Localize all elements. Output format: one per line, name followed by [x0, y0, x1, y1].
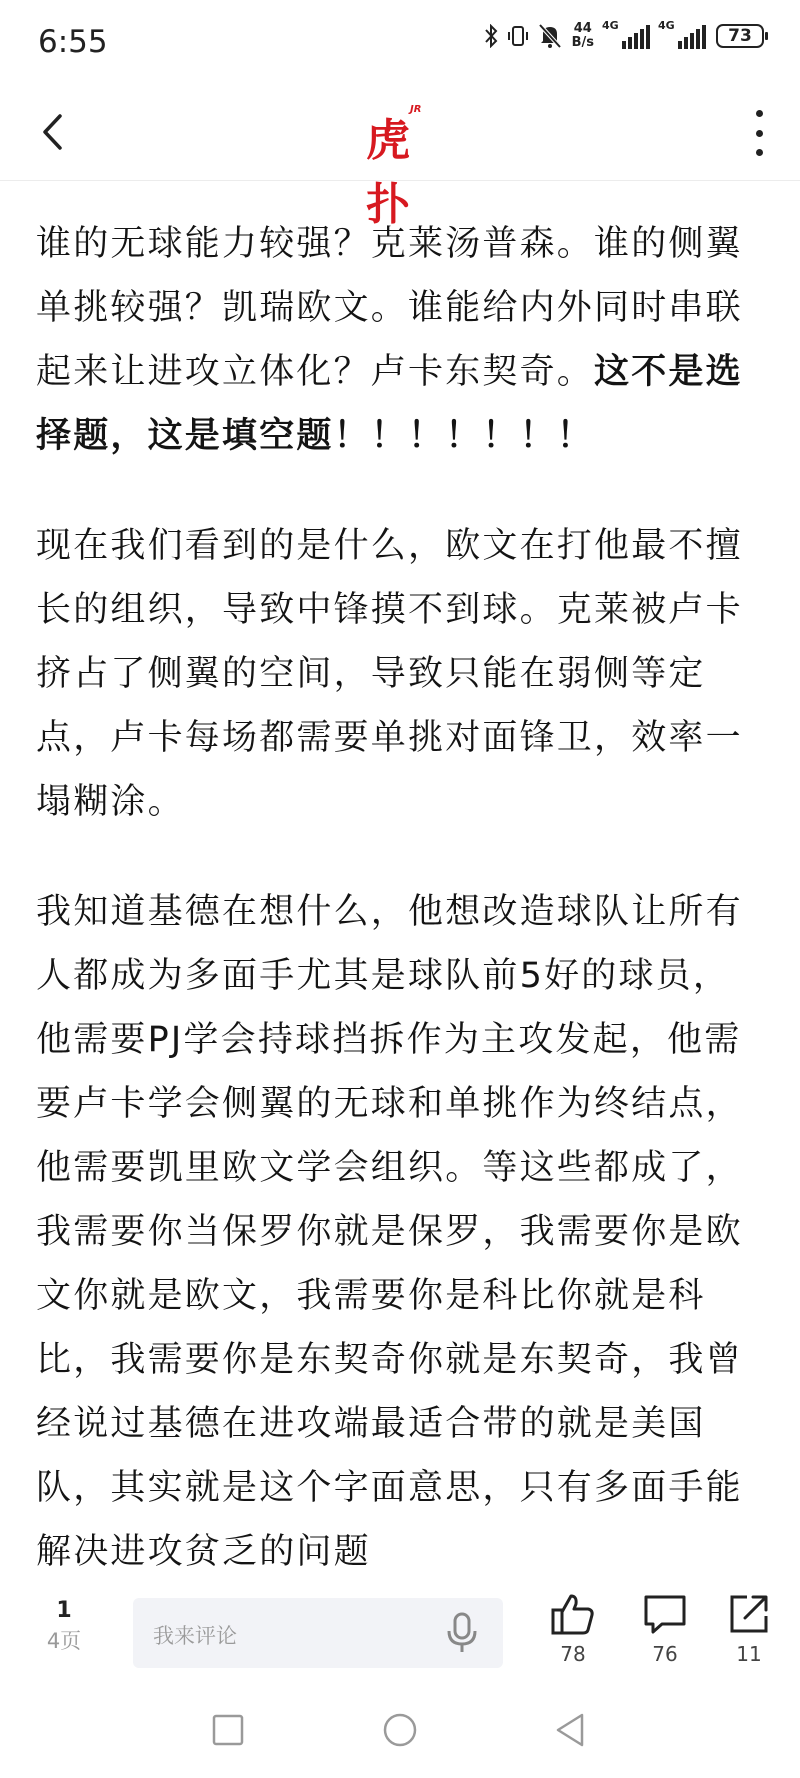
signal-icon: [602, 19, 650, 49]
mute-bell-icon: [538, 23, 562, 49]
like-button[interactable]: [538, 1592, 608, 1666]
page-total: 4页: [46, 1629, 82, 1653]
signal-label-2: 4G: [658, 19, 675, 32]
system-nav-bar: [0, 1690, 800, 1778]
page-indicator[interactable]: [34, 1598, 94, 1655]
more-dot-icon: [756, 130, 763, 137]
paragraph-bold-text: 这不是选择题，这是填空题！！！！！！！: [36, 352, 743, 456]
paragraph-text: 谁的无球能力较强？克莱汤普森。谁的侧翼单挑较强？凯瑞欧文。谁能给内外同时串联起来让进攻立体化？卢卡东契奇。: [36, 224, 743, 392]
net-speed: [572, 22, 594, 50]
logo-text: 虎扑: [366, 115, 404, 230]
status-icons: [484, 19, 764, 50]
article-body[interactable]: [36, 212, 766, 1578]
more-dot-icon: [756, 110, 763, 117]
battery-icon: [716, 24, 764, 48]
vibrate-icon: [508, 24, 528, 48]
hupu-logo: [366, 104, 436, 230]
comments-button[interactable]: [630, 1592, 700, 1666]
microphone-icon[interactable]: [443, 1611, 481, 1655]
signal-icon-2: [658, 19, 706, 49]
share-icon: [727, 1592, 771, 1636]
net-speed-value: 44: [573, 21, 592, 36]
share-button[interactable]: [714, 1592, 784, 1666]
share-count: 11: [736, 1642, 762, 1666]
thumbs-up-icon: [550, 1592, 596, 1636]
article-paragraph-1: [36, 212, 766, 468]
comment-input[interactable]: [133, 1598, 503, 1668]
more-options-button[interactable]: [744, 110, 774, 156]
comment-bubble-icon: [642, 1592, 688, 1636]
more-dot-icon: [756, 149, 763, 156]
status-bar: [0, 0, 800, 84]
chevron-left-icon: [40, 112, 64, 152]
comment-placeholder: 我来评论: [153, 1624, 237, 1648]
back-button[interactable]: [30, 108, 74, 156]
bottom-action-bar: [0, 1578, 800, 1674]
like-count: 78: [560, 1642, 586, 1666]
article-paragraph-3: 我知道基德在想什么，他想改造球队让所有人都成为多面手尤其是球队前5好的球员，他需要PJ学会持球挡拆作为主攻发起，他需要卢卡学会侧翼的无球和单挑作为终结点，他需要凯里欧文学会组织。等这些都成了，我需要你当保罗你就是保罗，我需要你是欧文你就是欧文，我需要你是科比你就是科比，我需要你是东契奇你就是东契奇，我曾经说过基德在进攻端最适合带的就是美国队，其实就是这个字面意思，只有多面手能解决进攻贫乏的问题: [36, 892, 743, 1572]
recents-square-icon[interactable]: [208, 1710, 248, 1750]
home-circle-icon[interactable]: [380, 1710, 420, 1750]
net-speed-unit: B/s: [571, 35, 594, 50]
battery-level: 73: [728, 26, 752, 46]
signal-label: 4G: [602, 19, 619, 32]
page-current: 1: [56, 1598, 72, 1623]
bluetooth-icon: [484, 24, 498, 48]
app-header: [0, 84, 800, 230]
logo-badge: JR: [410, 104, 422, 115]
comment-count: 76: [652, 1642, 678, 1666]
back-triangle-icon[interactable]: [550, 1710, 590, 1750]
status-time: 6:55: [38, 24, 108, 60]
article-paragraph-2: 现在我们看到的是什么，欧文在打他最不擅长的组织，导致中锋摸不到球。克莱被卢卡挤占了侧翼的空间，导致只能在弱侧等定点，卢卡每场都需要单挑对面锋卫，效率一塌糊涂。: [36, 526, 743, 822]
